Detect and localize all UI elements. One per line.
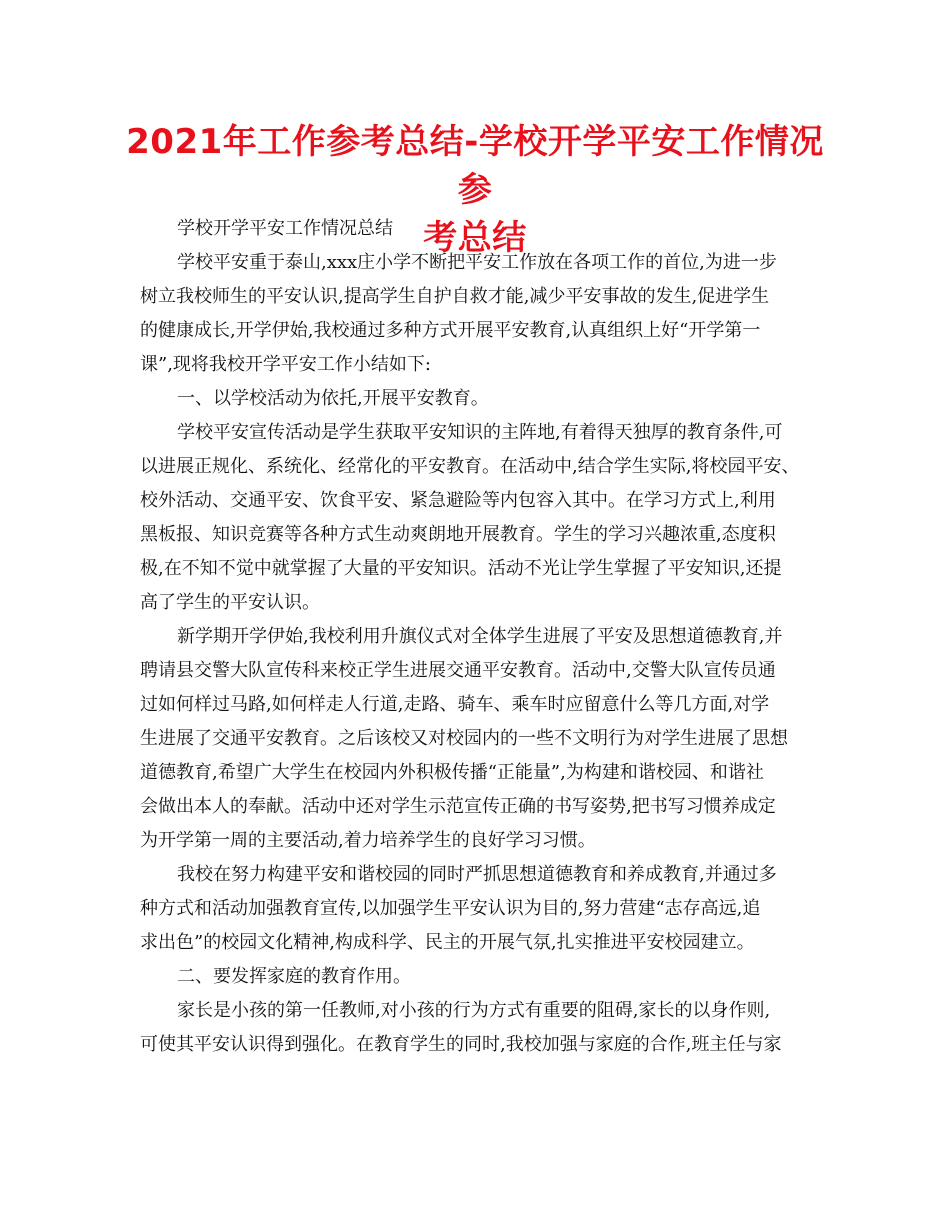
paragraph-line: 课”,现将我校开学平安工作小结如下: (140, 354, 431, 375)
paragraph-line: 树立我校师生的平安认识,提高学生自护自救才能,减少平安事故的发生,促进学生 (140, 286, 770, 307)
paragraph-line: 可使其平安认识得到强化。在教育学生的同时,我校加强与家庭的合作,班主任与家 (140, 1034, 782, 1055)
paragraph-line: 黑板报、知识竞赛等各种方式生动爽朗地开展教育。学生的学习兴趣浓重,态度积 (140, 524, 776, 545)
paragraph-line: 家长是小孩的第一任教师,对小孩的行为方式有重要的阻碍,家长的以身作则, (177, 1000, 771, 1021)
section-heading: 一、以学校活动为依托,开展平安教育。 (177, 388, 489, 409)
paragraph-line: 会做出本人的奉献。活动中还对学生示范宣传正确的书写姿势,把书写习惯养成定 (140, 796, 776, 817)
paragraph-line: 极,在不知不觉中就掌握了大量的平安知识。活动不光让学生掌握了平安知识,还提 (140, 558, 782, 579)
paragraph-line: 生进展了交通平安教育。之后该校又对校园内的一些不文明行为对学生进展了思想 (140, 728, 788, 749)
paragraph-line: 新学期开学伊始,我校利用升旗仪式对全体学生进展了平安及思想道德教育,并 (177, 626, 783, 647)
document-body (140, 212, 830, 1062)
paragraph-line: 聘请县交警大队宣传科来校正学生进展交通平安教育。活动中,交警大队宣传员通 (140, 660, 776, 681)
paragraph-line: 为开学第一周的主要活动,着力培养学生的良好学习习惯。 (140, 830, 596, 851)
title-line: 2021年工作参考总结-学校开学平安工作情况参 (126, 122, 824, 210)
paragraph-line: 道德教育,希望广大学生在校园内外积极传播“正能量”,为构建和谐校园、和谐社 (140, 762, 764, 783)
section-heading: 二、要发挥家庭的教育作用。 (177, 966, 411, 987)
paragraph-line: 以进展正规化、系统化、经常化的平安教育。在活动中,结合学生实际,将校园平安、 (140, 456, 800, 477)
title-line: 考总结 (423, 218, 527, 258)
paragraph-line: 的健康成长,开学伊始,我校通过多种方式开展平安教育,认真组织上好“开学第一 (140, 320, 761, 341)
paragraph-line: 高了学生的平安认识。 (140, 592, 320, 613)
paragraph-line: 学校平安重于泰山,xxx庄小学不断把平安工作放在各项工作的首位,为进一步 (177, 252, 777, 273)
section-subtitle: 学校开学平安工作情况总结 (177, 218, 393, 239)
paragraph-line: 学校平安宣传活动是学生获取平安知识的主阵地,有着得天独厚的教育条件,可 (177, 422, 783, 443)
paragraph-line: 求出色”的校园文化精神,构成科学、民主的开展气氛,扎实推进平安校园建立。 (140, 932, 755, 953)
paragraph-line: 我校在努力构建平安和谐校园的同时严抓思想道德教育和养成教育,并通过多 (177, 864, 777, 885)
paragraph-line: 种方式和活动加强教育宣传,以加强学生平安认识为目的,努力营建“志存高远,追 (140, 898, 761, 919)
paragraph-line: 过如何样过马路,如何样走人行道,走路、骑车、乘车时应留意什么等几方面,对学 (140, 694, 770, 715)
paragraph-line: 校外活动、交通平安、饮食平安、紧急避险等内包容入其中。在学习方式上,利用 (140, 490, 776, 511)
